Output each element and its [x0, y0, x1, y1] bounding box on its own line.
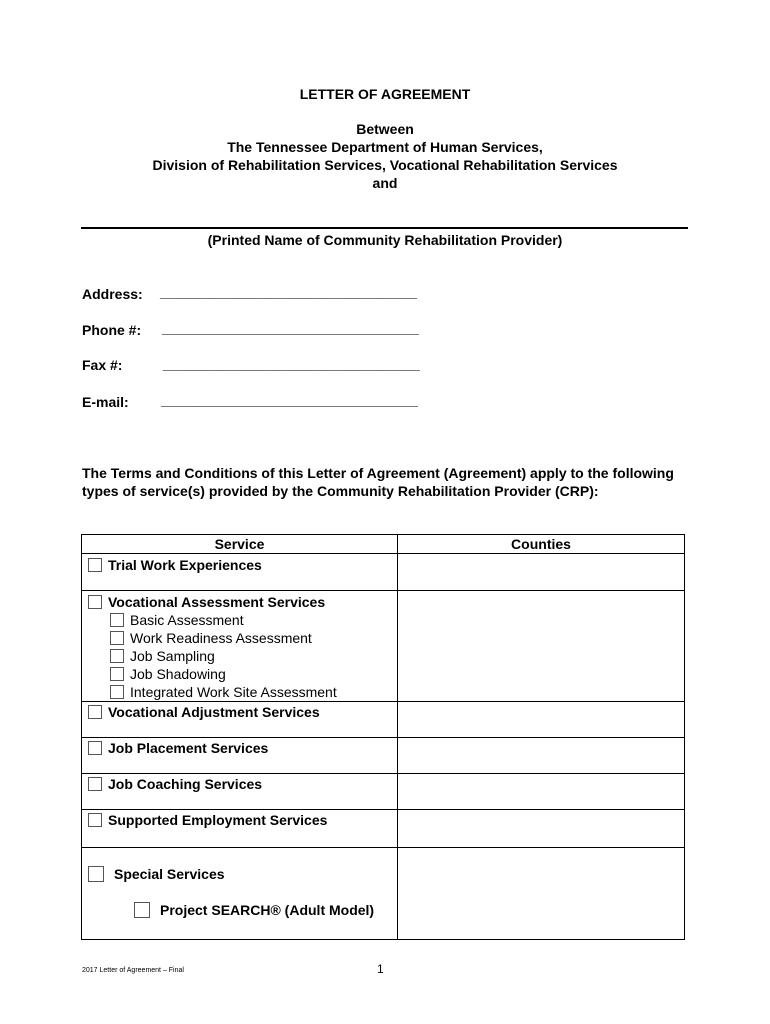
phone-label: Phone #: [82, 322, 142, 338]
email-field[interactable]: _________________________________ [161, 392, 418, 408]
provider-name-line[interactable] [81, 227, 688, 229]
job-shadowing-checkbox[interactable] [110, 667, 124, 681]
fax-field[interactable]: _________________________________ [163, 356, 420, 372]
job-placement-label: Job Placement Services [108, 740, 269, 756]
header-and: and [372, 175, 398, 191]
basic-assessment-checkbox[interactable] [110, 613, 124, 627]
intro-paragraph: The Terms and Conditions of this Letter of Agreement (Agreement) apply to the following types of service(s) provided by the Community Rehabilitation Provider (CRP): [82, 465, 674, 499]
job-placement-cell [82, 738, 398, 774]
voc-assessment-label: Vocational Assessment Services [108, 594, 326, 610]
supported-employment-cell [82, 810, 398, 848]
header-between: Between [356, 121, 414, 137]
voc-adjustment-checkbox[interactable] [88, 705, 102, 719]
counties-column-header: Counties [398, 535, 685, 554]
supported-employment-label: Supported Employment Services [108, 812, 328, 828]
email-label: E-mail: [82, 394, 129, 410]
job-coaching-checkbox[interactable] [88, 777, 102, 791]
voc-assessment-counties[interactable] [398, 591, 685, 702]
work-readiness-label: Work Readiness Assessment [130, 630, 312, 646]
job-sampling-label: Job Sampling [130, 648, 215, 664]
special-services-counties[interactable] [398, 848, 685, 940]
trial-work-counties[interactable] [398, 554, 685, 591]
voc-assessment-cell [82, 591, 398, 702]
job-placement-counties[interactable] [398, 738, 685, 774]
basic-assessment-label: Basic Assessment [130, 612, 244, 628]
address-label: Address: [82, 286, 143, 302]
voc-adjustment-label: Vocational Adjustment Services [108, 704, 320, 720]
trial-work-label: Trial Work Experiences [108, 557, 262, 573]
voc-adjustment-counties[interactable] [398, 702, 685, 738]
service-column-header: Service [82, 535, 398, 554]
trial-work-cell [82, 554, 398, 591]
work-readiness-checkbox[interactable] [110, 631, 124, 645]
project-search-label: Project SEARCH® (Adult Model) [160, 902, 375, 918]
job-shadowing-label: Job Shadowing [130, 666, 226, 682]
integrated-worksite-checkbox[interactable] [110, 685, 124, 699]
provider-caption: (Printed Name of Community Rehabilitation Provider) [207, 232, 563, 248]
job-coaching-label: Job Coaching Services [108, 776, 263, 792]
job-coaching-cell [82, 774, 398, 810]
job-coaching-counties[interactable] [398, 774, 685, 810]
page-title: LETTER OF AGREEMENT [299, 86, 471, 102]
services-table [81, 534, 685, 940]
footer-doc-name: 2017 Letter of Agreement – Final [82, 967, 184, 974]
supported-employment-checkbox[interactable] [88, 813, 102, 827]
special-services-label: Special Services [114, 866, 225, 882]
trial-work-checkbox[interactable] [88, 558, 102, 572]
project-search-checkbox[interactable] [134, 902, 150, 918]
supported-employment-counties[interactable] [398, 810, 685, 848]
header-line-1: The Tennessee Department of Human Services, [227, 139, 543, 155]
special-services-checkbox[interactable] [88, 866, 104, 882]
header-line-2: Division of Rehabilitation Services, Vocational Rehabilitation Services [152, 157, 618, 173]
voc-assessment-checkbox[interactable] [88, 595, 102, 609]
fax-label: Fax #: [82, 357, 123, 373]
special-services-cell [82, 848, 398, 940]
job-placement-checkbox[interactable] [88, 741, 102, 755]
integrated-worksite-label: Integrated Work Site Assessment [130, 684, 337, 700]
job-sampling-checkbox[interactable] [110, 649, 124, 663]
page-number: 1 [377, 962, 384, 976]
voc-adjustment-cell [82, 702, 398, 738]
address-field[interactable]: _________________________________ [160, 284, 417, 300]
phone-field[interactable]: _________________________________ [162, 320, 419, 336]
